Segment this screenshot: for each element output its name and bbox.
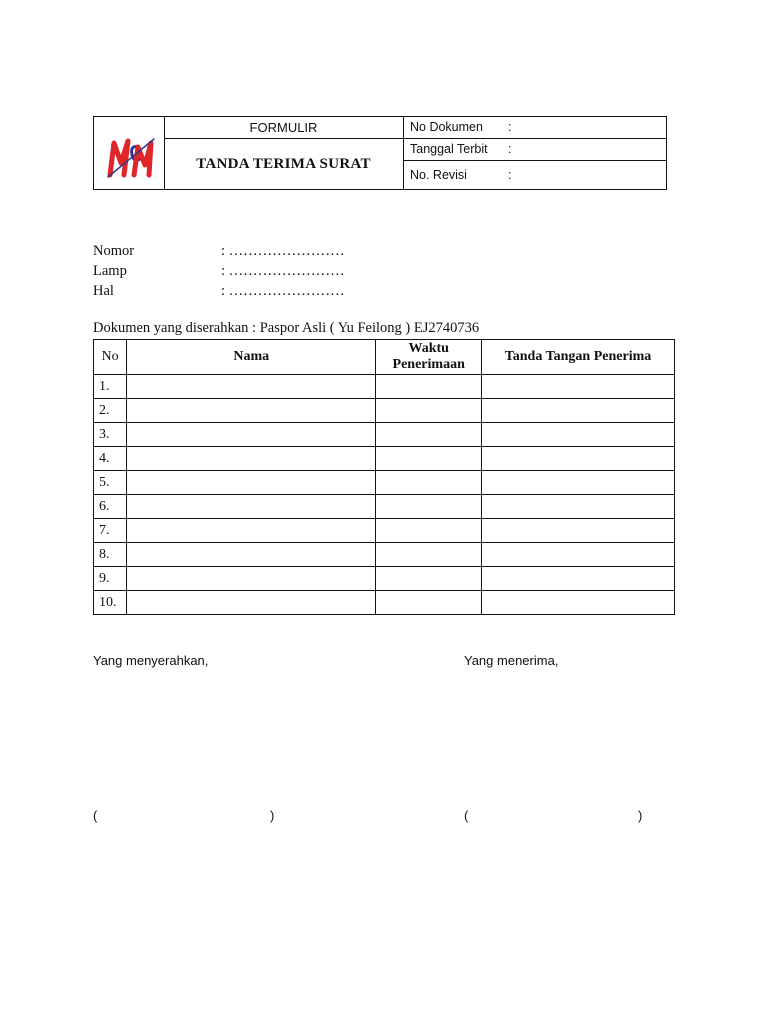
info-lamp: [93, 263, 345, 280]
header-tanda-tangan: Tanda Tangan Penerima: [481, 340, 674, 375]
cell-waktu[interactable]: [376, 495, 482, 519]
table-row: [94, 567, 675, 591]
row-number: 6.: [94, 495, 127, 519]
cell-nama[interactable]: [127, 447, 376, 471]
cell-tanda-tangan[interactable]: [481, 567, 674, 591]
meta-cell: [404, 117, 666, 189]
table-row: [94, 495, 675, 519]
row-number: 7.: [94, 519, 127, 543]
meta-label: Tanggal Terbit: [410, 142, 488, 156]
title-cell: [164, 117, 404, 189]
form-title: TANDA TERIMA SURAT: [196, 156, 371, 172]
info-value: : ……………………: [221, 283, 345, 299]
meta-row-no-dokumen: [404, 117, 666, 139]
receipt-table: [93, 339, 675, 615]
signature-giver-close-paren: ): [270, 808, 275, 823]
cell-waktu[interactable]: [376, 471, 482, 495]
info-label: Lamp: [93, 263, 127, 279]
row-number: 10.: [94, 591, 127, 615]
cell-waktu[interactable]: [376, 543, 482, 567]
logo-cell: [94, 117, 165, 189]
info-value: : ……………………: [221, 263, 345, 279]
cell-tanda-tangan[interactable]: [481, 519, 674, 543]
cell-tanda-tangan[interactable]: [481, 543, 674, 567]
table-row: [94, 399, 675, 423]
row-number: 3.: [94, 423, 127, 447]
form-label: FORMULIR: [164, 117, 403, 139]
meta-colon: :: [508, 120, 512, 134]
cell-waktu[interactable]: [376, 567, 482, 591]
cell-nama[interactable]: [127, 471, 376, 495]
info-nomor: [93, 243, 345, 260]
cell-nama[interactable]: [127, 375, 376, 399]
table-row: [94, 543, 675, 567]
cell-waktu[interactable]: [376, 447, 482, 471]
meta-label: No. Revisi: [410, 168, 467, 182]
cell-waktu[interactable]: [376, 423, 482, 447]
meta-row-tanggal-terbit: [404, 139, 666, 161]
table-row: [94, 375, 675, 399]
signature-receiver-close-paren: ): [638, 808, 643, 823]
cell-nama[interactable]: [127, 591, 376, 615]
cell-waktu[interactable]: [376, 399, 482, 423]
cell-nama[interactable]: [127, 567, 376, 591]
cell-waktu[interactable]: [376, 591, 482, 615]
meta-row-no-revisi: [404, 161, 666, 189]
header-waktu: Waktu Penerimaan: [376, 340, 482, 375]
signature-receiver-open-paren: (: [464, 808, 469, 823]
cell-tanda-tangan[interactable]: [481, 447, 674, 471]
cell-waktu[interactable]: [376, 519, 482, 543]
table-row: [94, 519, 675, 543]
document-description: Dokumen yang diserahkan : Paspor Asli ( Yu Feilong ) EJ2740736: [93, 320, 480, 336]
cell-nama[interactable]: [127, 495, 376, 519]
cell-tanda-tangan[interactable]: [481, 471, 674, 495]
meta-colon: :: [508, 142, 512, 156]
meta-label: No Dokumen: [410, 120, 483, 134]
msm-logo: [94, 117, 164, 189]
meta-colon: :: [508, 168, 512, 182]
cell-nama[interactable]: [127, 399, 376, 423]
cell-tanda-tangan[interactable]: [481, 399, 674, 423]
cell-nama[interactable]: [127, 423, 376, 447]
info-hal: [93, 283, 345, 300]
header-nama: Nama: [127, 340, 376, 375]
cell-tanda-tangan[interactable]: [481, 495, 674, 519]
signature-giver-open-paren: (: [93, 808, 98, 823]
header-no: No: [94, 340, 127, 375]
info-label: Hal: [93, 283, 114, 299]
table-row: [94, 591, 675, 615]
table-header-row: [94, 340, 675, 375]
cell-tanda-tangan[interactable]: [481, 423, 674, 447]
row-number: 8.: [94, 543, 127, 567]
info-value: : ……………………: [221, 243, 345, 259]
info-label: Nomor: [93, 243, 135, 259]
cell-tanda-tangan[interactable]: [481, 375, 674, 399]
cell-tanda-tangan[interactable]: [481, 591, 674, 615]
row-number: 4.: [94, 447, 127, 471]
row-number: 9.: [94, 567, 127, 591]
document-header: [93, 116, 667, 190]
signature-receiver-label: Yang menerima,: [464, 653, 559, 668]
signature-giver-label: Yang menyerahkan,: [93, 653, 209, 668]
table-row: [94, 447, 675, 471]
row-number: 2.: [94, 399, 127, 423]
row-number: 1.: [94, 375, 127, 399]
cell-waktu[interactable]: [376, 375, 482, 399]
table-row: [94, 471, 675, 495]
cell-nama[interactable]: [127, 519, 376, 543]
cell-nama[interactable]: [127, 543, 376, 567]
row-number: 5.: [94, 471, 127, 495]
table-row: [94, 423, 675, 447]
